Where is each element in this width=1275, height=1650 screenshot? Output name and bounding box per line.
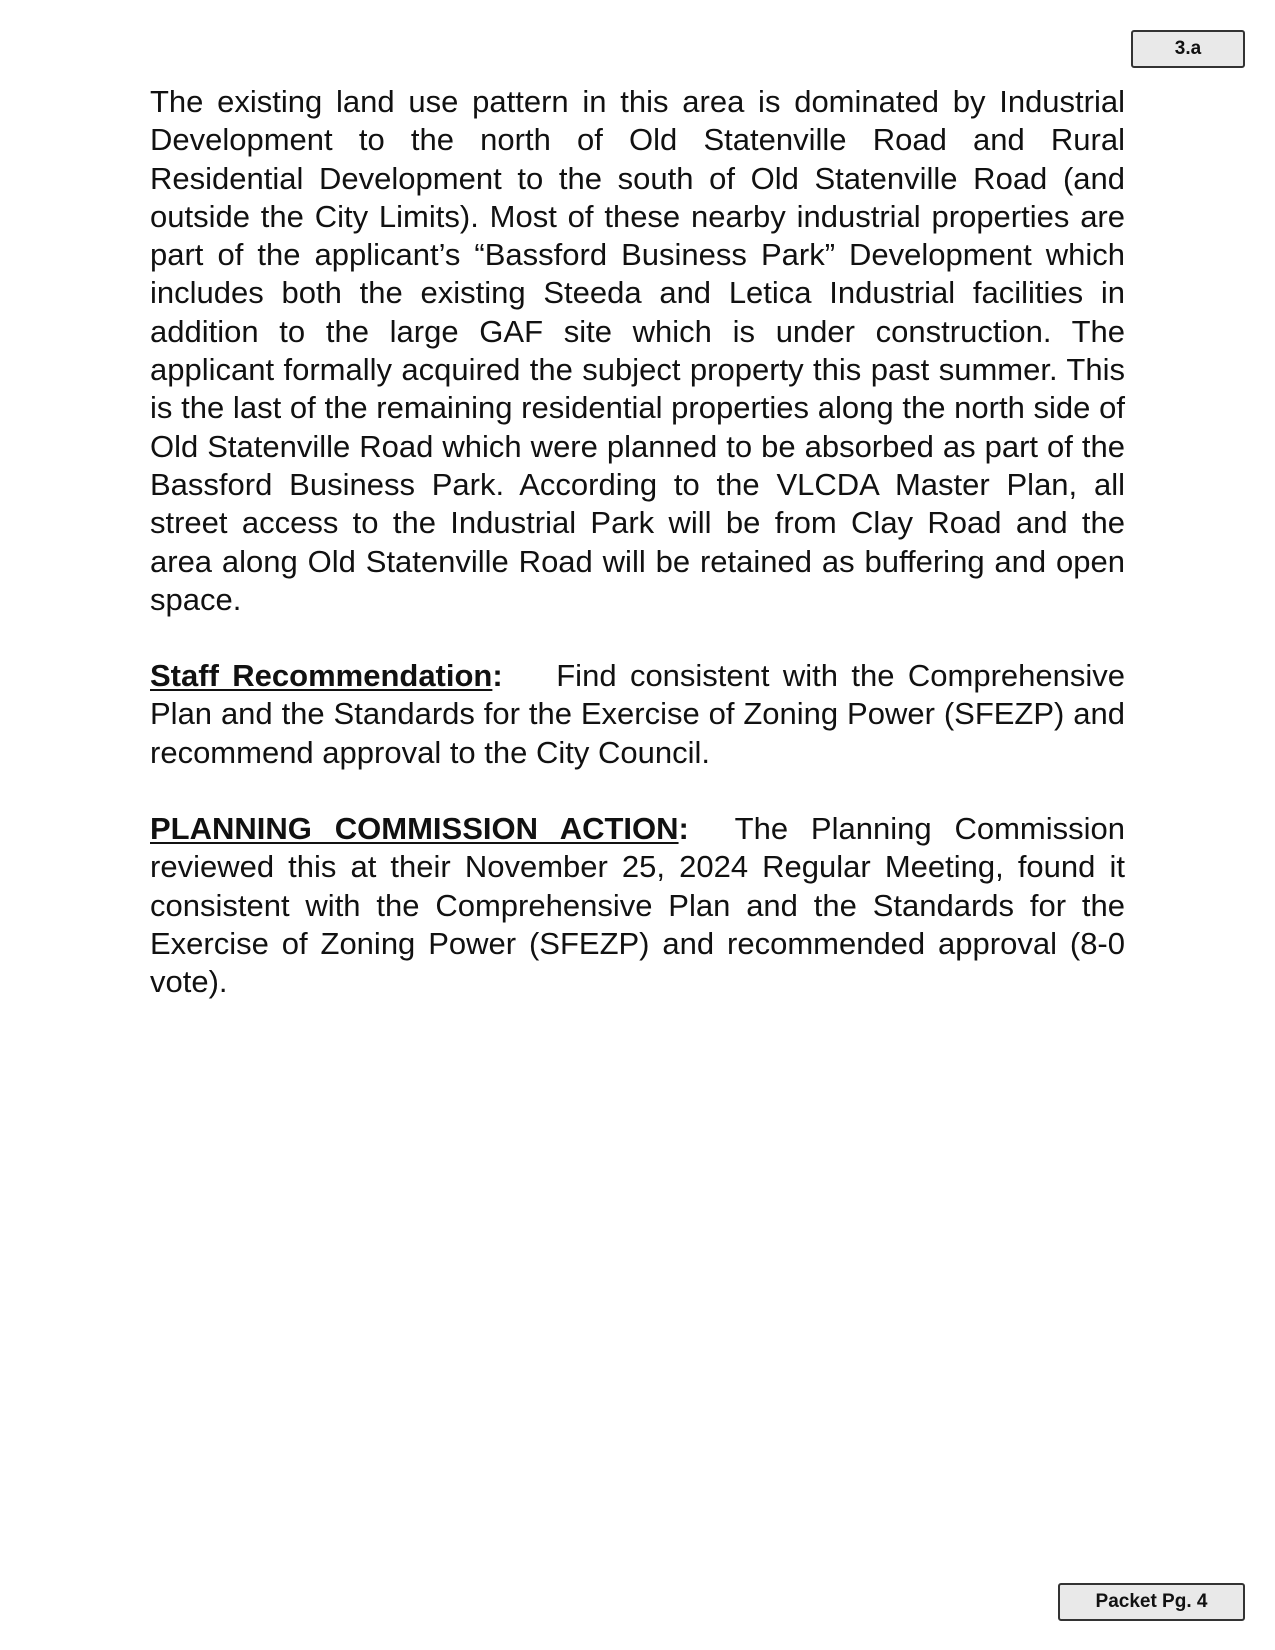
planning-commission-action-colon: : xyxy=(678,811,689,847)
staff-recommendation-colon: : xyxy=(492,658,503,694)
planning-commission-action-text: The Planning Commission reviewed this at their November 25, 2024 Regular Meeting, found it consistent with the Comprehensive Plan and the Standards for the Exercise of Zoning Power (SFEZP) and recommended approval (8-0 vote). xyxy=(150,811,1125,1000)
planning-commission-action-paragraph xyxy=(150,810,1125,1001)
planning-commission-action-label: PLANNING COMMISSION ACTION xyxy=(150,811,679,847)
staff-recommendation-paragraph xyxy=(150,657,1125,772)
staff-recommendation-label: Staff Recommendation xyxy=(150,658,493,694)
land-use-paragraph: The existing land use pattern in this area is dominated by Industrial Development to the north of Old Statenville Road and Rural Residential Development to the south of Old Statenville Road (and outside the City Limits). Most of these nearby industrial properties are part of the applicant’s “Bassford Business Park” Development which includes both the existing Steeda and Letica Industrial facilities in addition to the large GAF site which is under construction. The applicant formally acquired the subject property this past summer. This is the last of the remaining residential properties along the north side of Old Statenville Road which were planned to be absorbed as part of the Bassford Business Park. According to the VLCDA Master Plan, all street access to the Industrial Park will be from Clay Road and the area along Old Statenville Road will be retained as buffering and open space. xyxy=(150,84,1125,617)
agenda-item-tag: 3.a xyxy=(1131,30,1245,68)
document-body xyxy=(150,83,1125,1002)
staff-recommendation-text: Find consistent with the Comprehensive Plan and the Standards for the Exercise of Zoning Power (SFEZP) and recommend approval to the City Council. xyxy=(150,658,1125,770)
packet-page-tag: Packet Pg. 4 xyxy=(1058,1583,1245,1621)
